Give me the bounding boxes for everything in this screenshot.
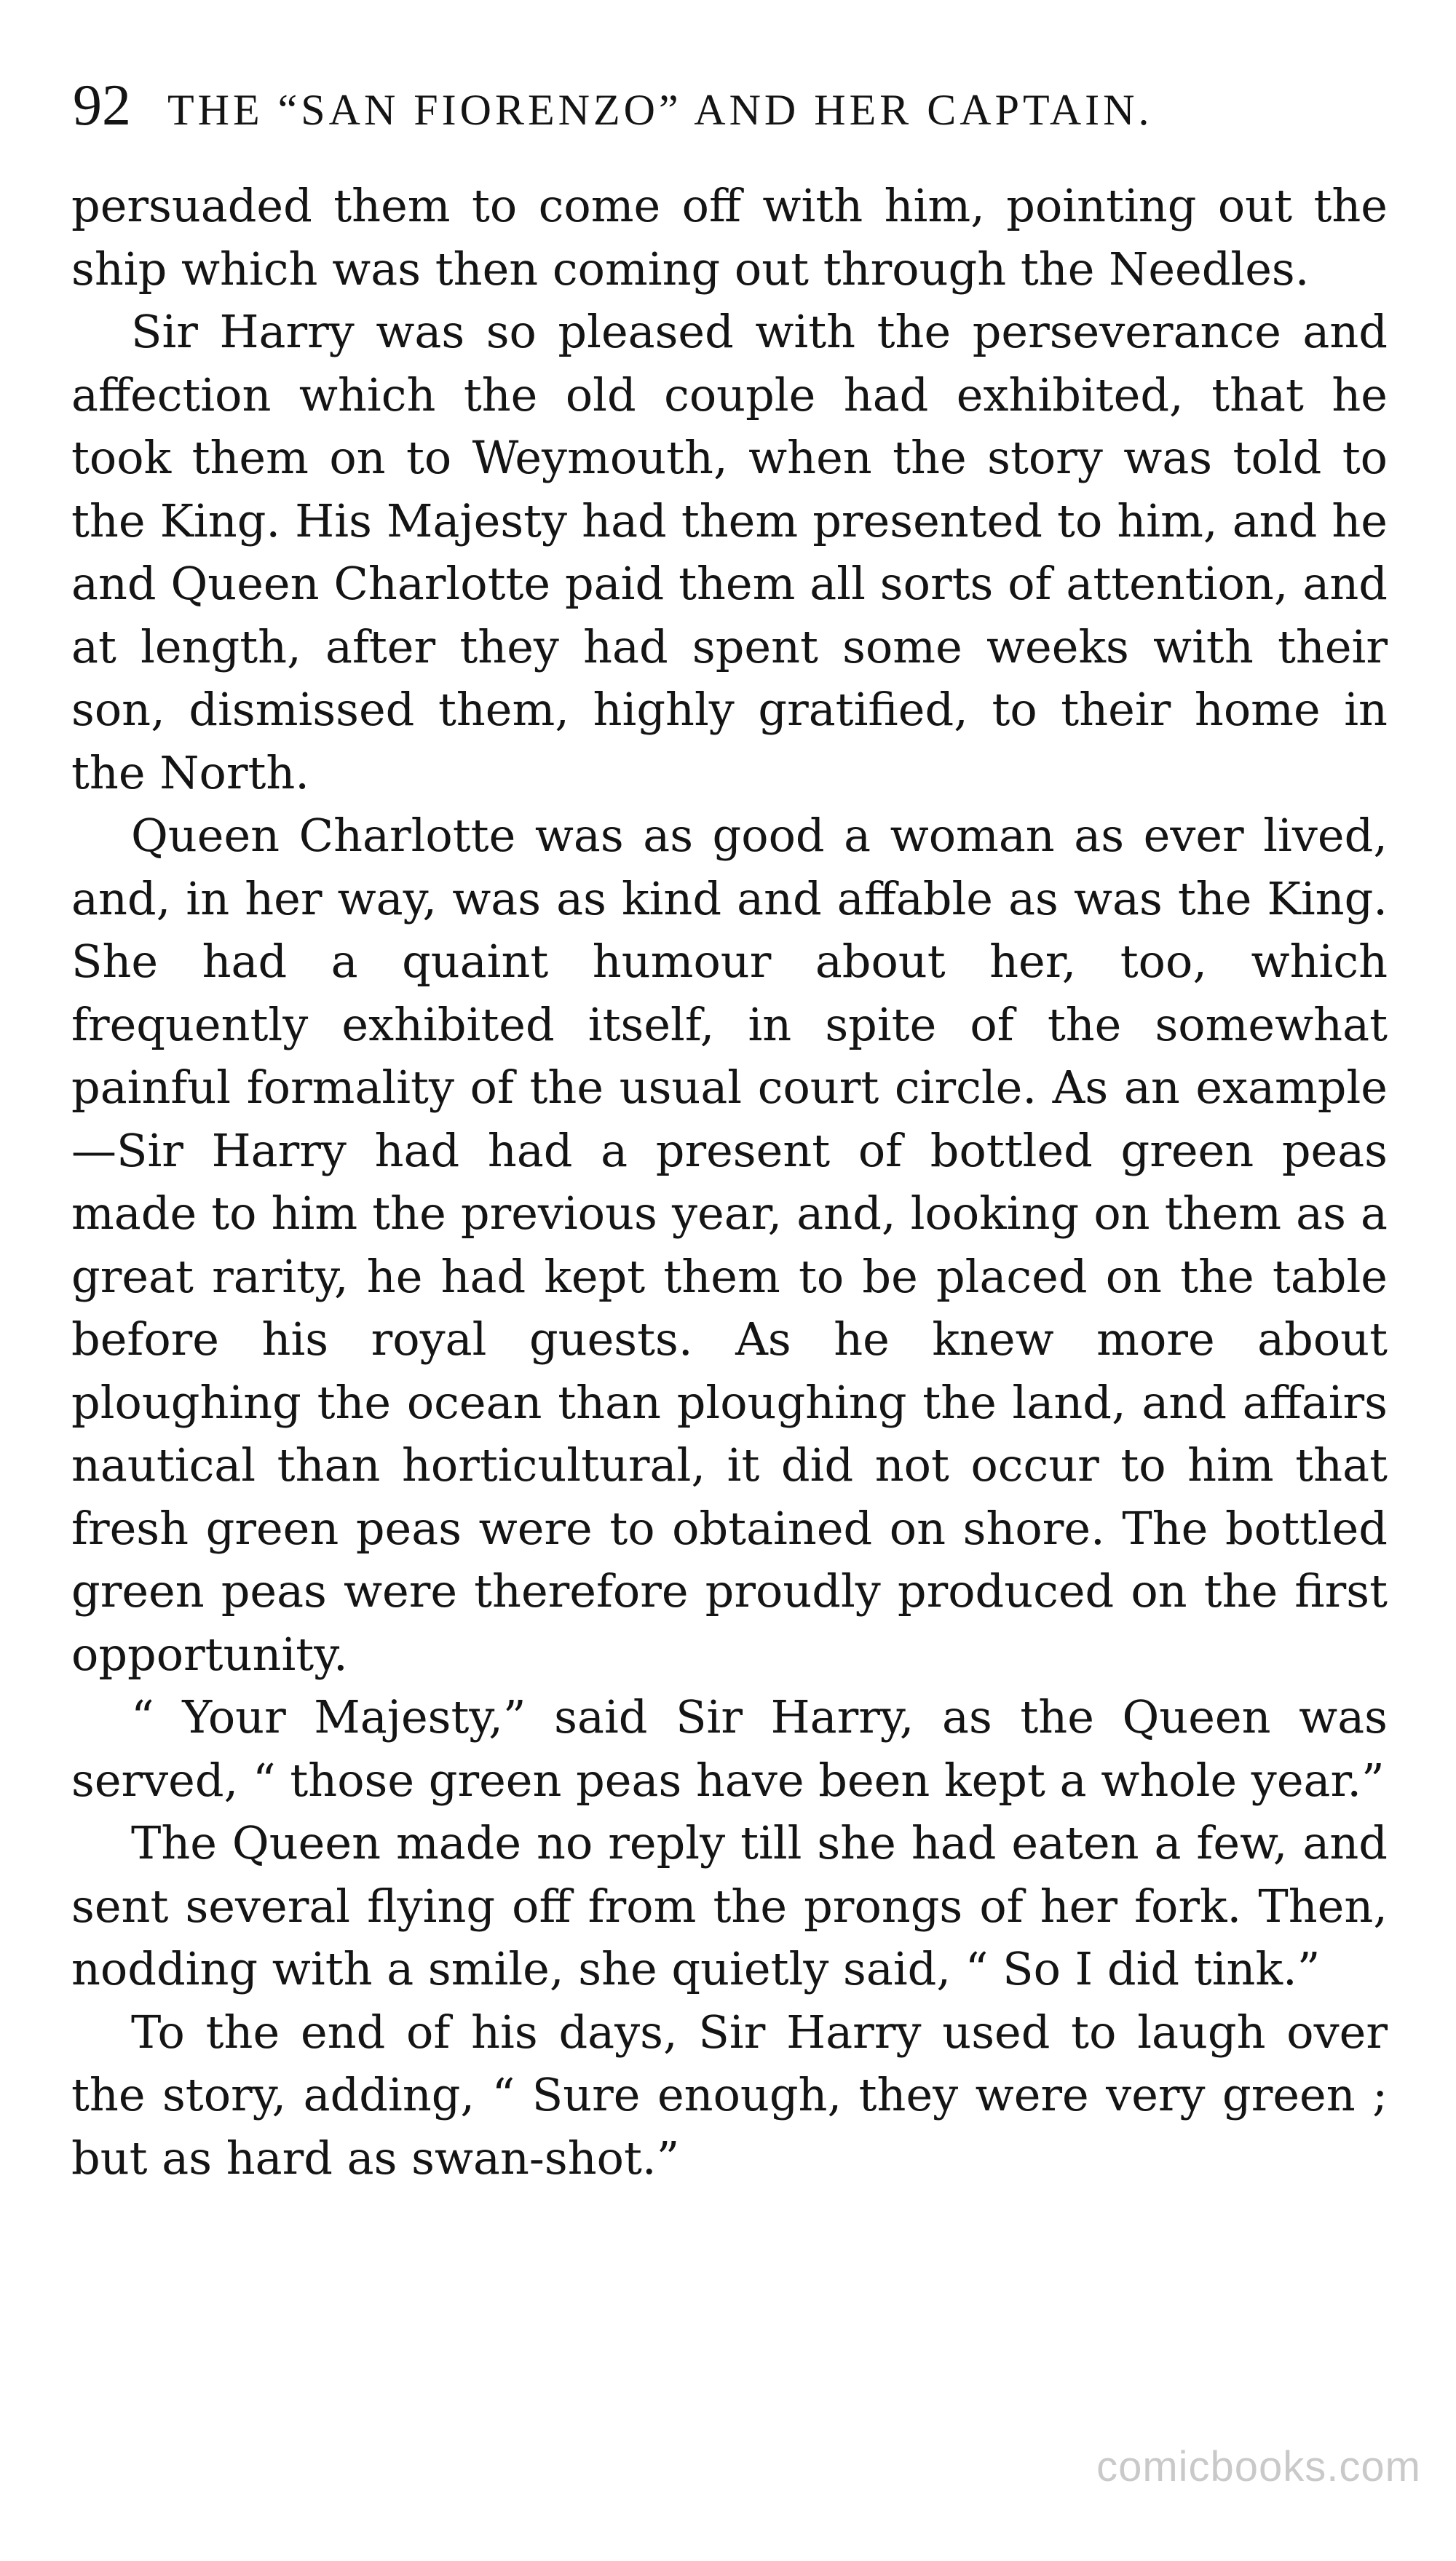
paragraph-weymouth: Sir Harry was so pleased with the perseverance and affection which the old couple had exhibited, that he took them on to Weymouth, when the story was told to the King. His Majesty had them presented to him, and he and Queen Charlotte paid them all sorts of attention, and at length, after they had spent some weeks with their son, dismissed them, highly gratified, to their home in the North. bbox=[71, 305, 1388, 799]
paragraph-end-of-days: To the end of his days, Sir Harry used to laugh over the story, adding, “ Sure enough, they were very green ; but as hard as swan-shot.” bbox=[71, 2005, 1388, 2185]
paragraph-your-majesty: “ Your Majesty,” said Sir Harry, as the Queen was served, “ those green peas have been kept a whole year.” bbox=[71, 1690, 1388, 1807]
body-text bbox=[71, 175, 1388, 2190]
page-number: 92 bbox=[73, 74, 131, 138]
paragraph-continuation: persuaded them to come off with him, pointing out the ship which was then coming out through the Needles. bbox=[71, 179, 1388, 296]
paragraph-queen-reply: The Queen made no reply till she had eaten a few, and sent several flying off from the prongs of her fork. Then, nodding with a smile, she quietly said, “ So I did tink.” bbox=[71, 1816, 1388, 1995]
running-head bbox=[73, 66, 1383, 146]
watermark: comicbooks.com bbox=[1096, 2443, 1421, 2490]
running-title: THE “SAN FIORENZO” AND HER CAPTAIN. bbox=[167, 86, 1153, 134]
paragraph-queen-charlotte: Queen Charlotte was as good a woman as ever lived, and, in her way, was as kind and affable as was the King. She had a quaint humour about her, too, which frequently exhibited itself, in spite of the somewhat painful formality of the usual court circle. As an example—Sir Harry had had a present of bottled green peas made to him the previous year, and, looking on them as a great rarity, he had kept them to be placed on the table before his royal guests. As he knew more about ploughing the ocean than ploughing the land, and affairs nautical than horticultural, it did not occur to him that fresh green peas were to obtained on shore. The bottled green peas were therefore proudly produced on the first opportunity. bbox=[71, 809, 1388, 1681]
